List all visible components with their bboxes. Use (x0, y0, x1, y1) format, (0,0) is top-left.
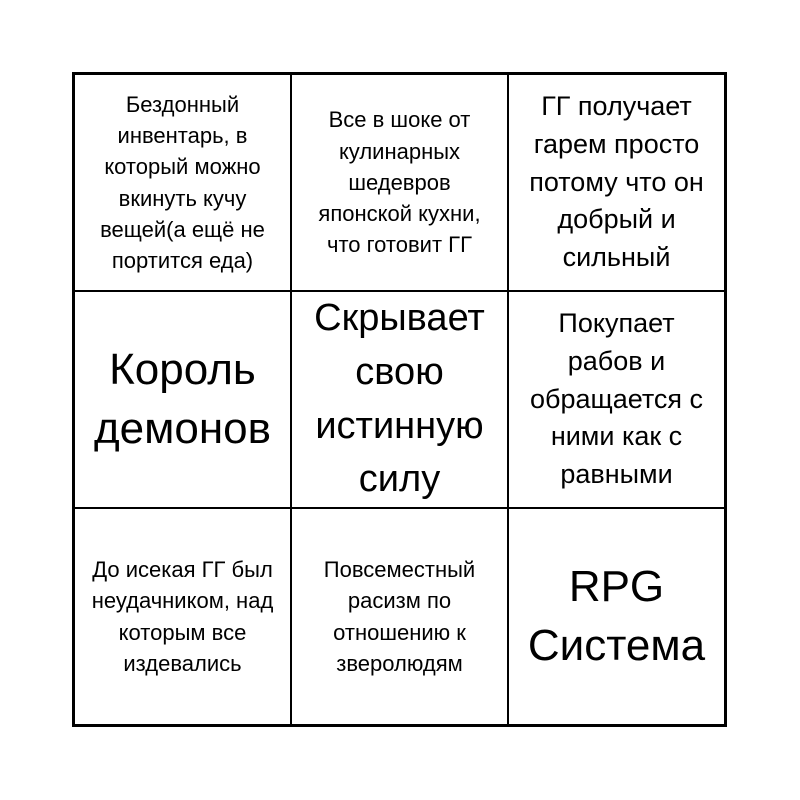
bingo-cell-text: Скрывает свою истинную силу (314, 296, 485, 501)
bingo-cell-text: RPG Система (527, 562, 706, 670)
bingo-cell-text: ГГ получает гарем просто потому что он добрый и сильный (529, 91, 704, 273)
bingo-cell-text: Король демонов (93, 345, 271, 453)
bingo-cell-text: До исекая ГГ был неудачником, над которым все издевались (91, 557, 274, 676)
bingo-cell-text: Повсеместный расизм по отношению к зверолюдям (323, 557, 476, 676)
bingo-cell-r2c3[interactable] (508, 291, 725, 508)
bingo-board (72, 72, 727, 727)
bingo-cell-r2c1[interactable] (74, 291, 291, 508)
bingo-cell-r1c3[interactable] (508, 74, 725, 291)
bingo-cell-r3c2[interactable] (291, 508, 508, 725)
bingo-cell-text: Бездонный инвентарь, в который можно вкинуть кучу вещей(а ещё не портится еда) (100, 91, 265, 273)
bingo-cell-r3c1[interactable] (74, 508, 291, 725)
bingo-cell-r2c2[interactable] (291, 291, 508, 508)
bingo-cell-r3c3[interactable] (508, 508, 725, 725)
bingo-cell-r1c2[interactable] (291, 74, 508, 291)
bingo-cell-text: Все в шоке от кулинарных шедевров японской кухни, что готовит ГГ (318, 107, 481, 258)
bingo-cell-text: Покупает рабов и обращается с ними как с равными (529, 308, 704, 490)
bingo-cell-r1c1[interactable] (74, 74, 291, 291)
